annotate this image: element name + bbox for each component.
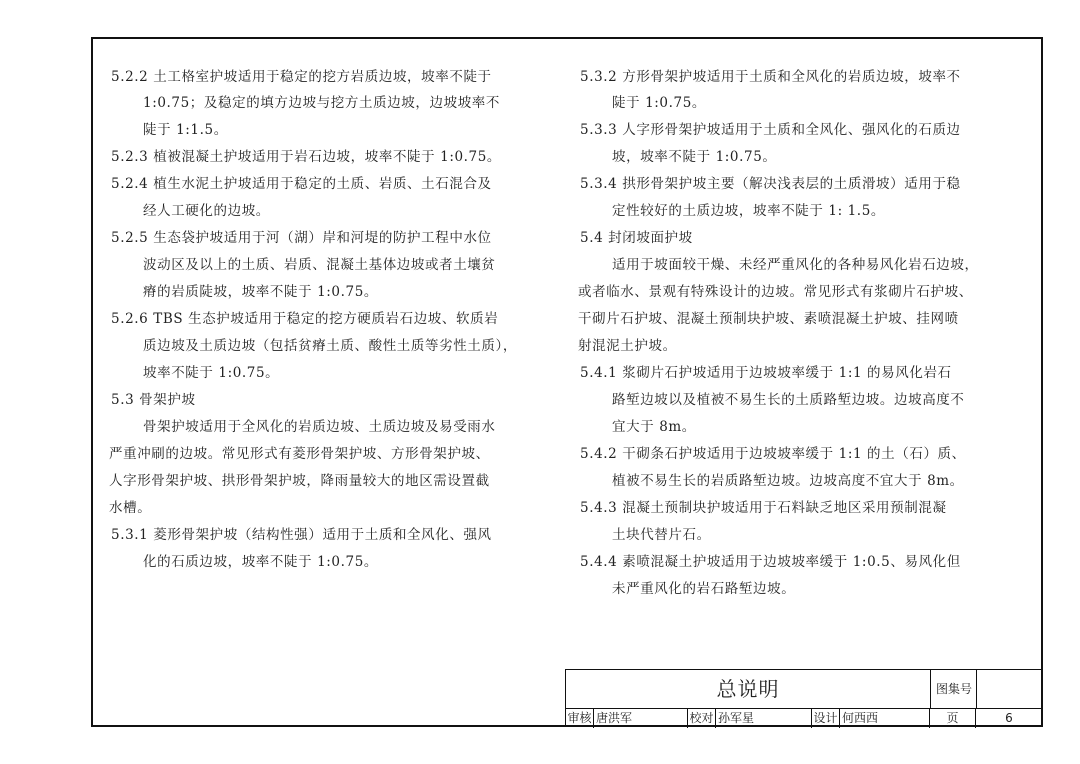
text-line: 坡率不陡于 1:0.75。 xyxy=(143,365,280,381)
text-line: 5.3.2 方形骨架护坡适用于土质和全风化的岩质边坡，坡率不 xyxy=(580,69,961,85)
text-line: 植被不易生长的岩质路堑边坡。边坡高度不宜大于 8m。 xyxy=(612,473,964,489)
divider xyxy=(976,670,977,708)
signature-row xyxy=(566,708,1043,728)
drawing-title: 总说明 xyxy=(716,677,780,701)
divider xyxy=(930,670,931,708)
text-line: 土块代替片石。 xyxy=(612,527,711,543)
text-line: 5.2.3 植被混凝土护坡适用于岩石边坡，坡率不陡于 1:0.75。 xyxy=(111,149,502,165)
text-line: 瘠的岩质陡坡，坡率不陡于 1:0.75。 xyxy=(143,284,378,300)
text-line: 人字形骨架护坡、拱形骨架护坡，降雨量较大的地区需设置截 xyxy=(109,473,490,489)
section-heading: 5.3 骨架护坡 xyxy=(111,392,196,408)
text-line: 5.2.4 植生水泥土护坡适用于稳定的土质、岩质、土石混合及 xyxy=(111,176,492,192)
page-label: 页 xyxy=(930,708,976,728)
drawing-frame xyxy=(91,37,1043,727)
text-line: 坡，坡率不陡于 1:0.75。 xyxy=(612,149,777,165)
review-name: 唐洪军 xyxy=(594,708,688,728)
text-line: 5.3.4 拱形骨架护坡主要（解决浅表层的土质滑坡）适用于稳 xyxy=(580,176,961,192)
design-name: 何西西 xyxy=(840,708,930,728)
text-line: 定性较好的土质边坡，坡率不陡于 1: 1.5。 xyxy=(612,203,885,219)
text-line: 骨架护坡适用于全风化的岩质边坡、土质边坡及易受雨水 xyxy=(143,419,496,435)
text-line: 陡于 1:1.5。 xyxy=(143,122,228,138)
text-line: 射混泥土护坡。 xyxy=(578,338,677,354)
text-line: 经人工硬化的边坡。 xyxy=(143,203,270,219)
title-row xyxy=(566,670,1043,709)
text-line: 或者临水、景观有特殊设计的边坡。常见形式有浆砌片石护坡、 xyxy=(578,284,973,300)
text-line: 5.4.3 混凝土预制块护坡适用于石料缺乏地区采用预制混凝 xyxy=(580,500,947,516)
text-line: 1:0.75；及稳定的填方边坡与挖方土质边坡，边坡坡率不 xyxy=(143,95,500,111)
design-label: 设计 xyxy=(812,708,840,728)
text-line: 5.2.6 TBS 生态护坡适用于稳定的挖方硬质岩石边坡、软质岩 xyxy=(111,311,499,327)
text-line: 5.2.2 土工格室护坡适用于稳定的挖方岩质边坡，坡率不陡于 xyxy=(111,69,492,85)
review-label: 审核 xyxy=(566,708,594,728)
text-line: 宜大于 8m。 xyxy=(612,419,696,435)
check-name: 孙军星 xyxy=(716,708,812,728)
text-line: 5.3.3 人字形骨架护坡适用于土质和全风化、强风化的石质边 xyxy=(580,122,961,138)
text-line: 5.4.4 素喷混凝土护坡适用于边坡坡率缓于 1:0.5、易风化但 xyxy=(580,554,961,570)
page-number: 6 xyxy=(1005,711,1013,725)
text-line: 水槽。 xyxy=(109,500,152,516)
text-line: 5.4.1 浆砌片石护坡适用于边坡坡率缓于 1:1 的易风化岩石 xyxy=(580,365,952,381)
text-line: 陡于 1:0.75。 xyxy=(612,95,706,111)
text-line: 5.3.1 菱形骨架护坡（结构性强）适用于土质和全风化、强风 xyxy=(111,527,492,543)
text-line: 干砌片石护坡、混凝土预制块护坡、素喷混凝土护坡、挂网喷 xyxy=(578,311,959,327)
text-line: 未严重风化的岩石路堑边坡。 xyxy=(612,581,796,597)
text-line: 严重冲刷的边坡。常见形式有菱形骨架护坡、方形骨架护坡、 xyxy=(109,446,490,462)
text-line: 5.4.2 干砌条石护坡适用于边坡坡率缓于 1:1 的土（石）质、 xyxy=(580,446,966,462)
text-line: 波动区及以上的土质、岩质、混凝土基体边坡或者土壤贫 xyxy=(143,257,496,273)
title-block xyxy=(565,669,1043,727)
text-line: 质边坡及土质边坡（包括贫瘠土质、酸性土质等劣性土质）， xyxy=(143,338,517,354)
text-line: 路堑边坡以及植被不易生长的土质路堑边坡。边坡高度不 xyxy=(612,392,965,408)
text-line: 化的石质边坡，坡率不陡于 1:0.75。 xyxy=(143,554,378,570)
check-label: 校对 xyxy=(688,708,716,728)
section-heading: 5.4 封闭坡面护坡 xyxy=(580,230,693,246)
atlas-label: 图集号 xyxy=(935,682,972,696)
text-line: 5.2.5 生态袋护坡适用于河（湖）岸和河堤的防护工程中水位 xyxy=(111,230,492,246)
text-line: 适用于坡面较干燥、未经严重风化的各种易风化岩石边坡， xyxy=(612,257,979,273)
